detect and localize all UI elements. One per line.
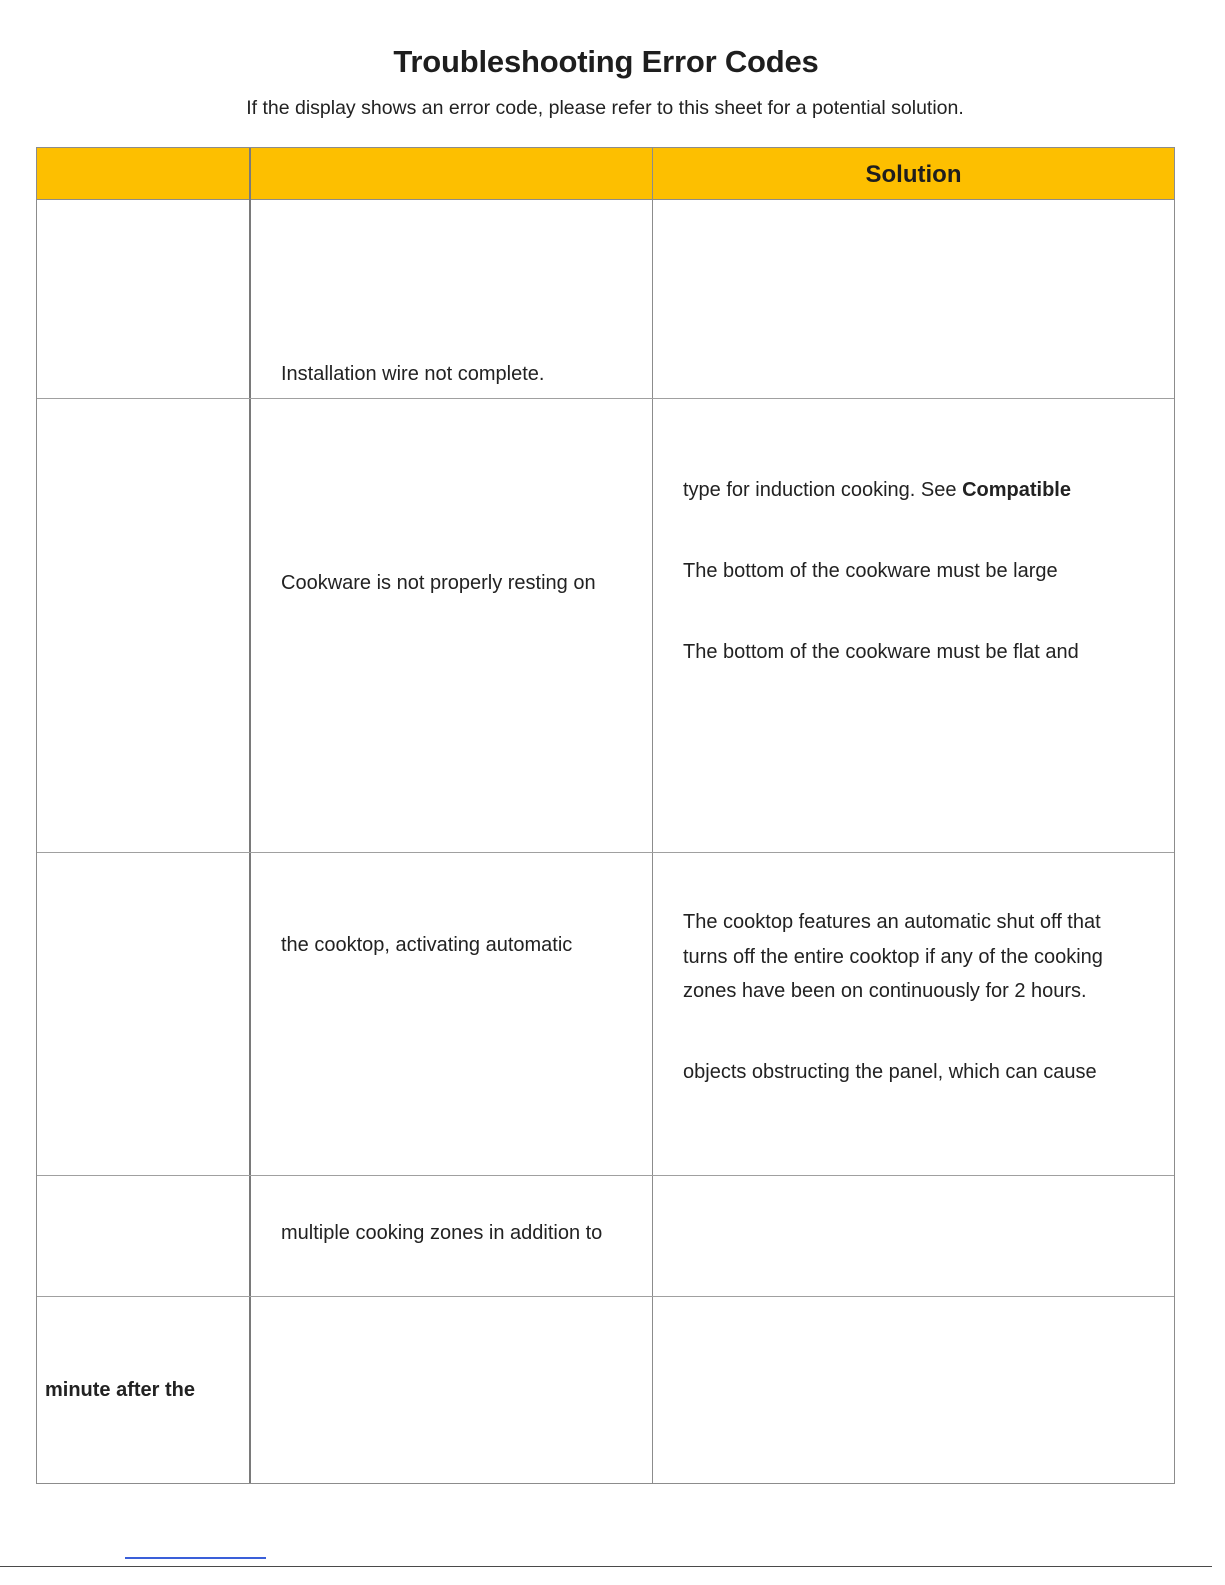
bottom-divider xyxy=(0,1566,1212,1567)
solution-text: The bottom of the cookware must be large xyxy=(683,560,1058,582)
row-divider xyxy=(37,1175,1174,1176)
cause-text: Cookware is not properly resting on xyxy=(281,572,596,594)
solution-text: type for induction cooking. See Compatible xyxy=(683,479,1071,501)
solution-text: turns off the entire cooktop if any of the cooking xyxy=(683,946,1103,968)
column-divider xyxy=(249,148,251,1483)
error-code-text: minute after the xyxy=(45,1379,196,1401)
solution-text: The bottom of the cookware must be flat and xyxy=(683,641,1079,663)
page-subtitle: If the display shows an error code, please refer to this sheet for a potential solution. xyxy=(246,97,964,119)
table-header-row xyxy=(37,148,1174,200)
solution-text: objects obstructing the panel, which can cause xyxy=(683,1061,1097,1083)
footer-link-underline[interactable] xyxy=(125,1557,266,1559)
row-divider xyxy=(37,398,1174,399)
error-codes-table xyxy=(36,147,1175,1484)
cause-text: multiple cooking zones in addition to xyxy=(281,1222,603,1244)
row-divider xyxy=(37,852,1174,853)
page-title: Troubleshooting Error Codes xyxy=(393,44,819,79)
row-divider xyxy=(37,1296,1174,1297)
header-solution: Solution xyxy=(865,161,962,188)
column-divider xyxy=(652,148,653,1483)
solution-text: The cooktop features an automatic shut off that xyxy=(683,911,1101,933)
cause-text: Installation wire not complete. xyxy=(281,363,545,385)
solution-text: zones have been on continuously for 2 hours. xyxy=(683,980,1087,1002)
solution-bold-text: Compatible xyxy=(962,479,1071,501)
cause-text: the cooktop, activating automatic xyxy=(281,934,573,956)
